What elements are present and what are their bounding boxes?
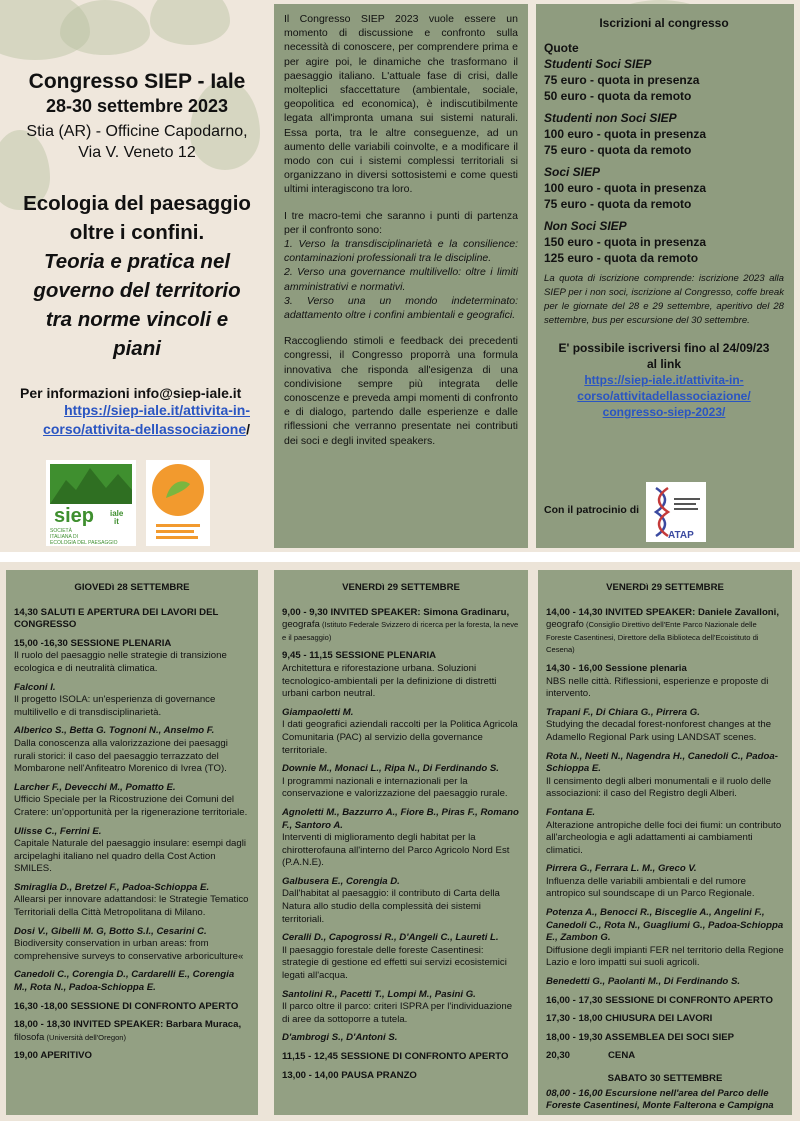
program-entry: [14, 682, 250, 720]
program-entry: [546, 1032, 784, 1045]
entry-text: Biodiversity conservation in urban areas: from comprehensive surveys to conservative arboriculture«: [14, 938, 244, 962]
price-line: 100 euro - quota in presenza: [544, 127, 707, 141]
siep-logo-sub-3: ECOLOGIA DEL PAESAGGIO: [50, 540, 118, 546]
entry-text: Alterazione antropiche delle foci dei fiumi: un contributo all'archeologia e agli adattamenti ai cambiamenti climatici.: [546, 819, 782, 856]
deadline-line-2: al link: [646, 357, 681, 371]
entry-heading: 14,30 SALUTI E APERTURA DEI LAVORI DEL CONGRESSO: [14, 606, 219, 631]
program-entry: [546, 807, 784, 857]
place-line-1: Stia (AR) - Officine Capodarno,: [26, 123, 248, 140]
saturday-title: SABATO 30 SETTEMBRE: [607, 1073, 723, 1084]
deadline-line-1: E' possibile iscriversi fino al 24/09/23: [558, 341, 770, 355]
program-entry: [14, 1001, 250, 1014]
registration-link-line-2[interactable]: corso/attivitadellassociazione/: [577, 389, 751, 403]
entry-authors: Ulisse C., Ferrini E.: [14, 825, 102, 837]
day-title: VENERDì 29 SETTEMBRE: [342, 582, 460, 593]
entry-text: NBS nelle città. Riflessioni, esperienze e proposte di intervento.: [546, 675, 769, 700]
page-divider: [0, 552, 800, 562]
entry-authors: Ceralli D., Capogrossi R., D'Angeli C., Laureti L.: [282, 932, 499, 944]
program-entry: [14, 1050, 250, 1063]
entry-authors: Rota N., Neeti N., Nagendra H., Canedoli C., Padoa-Schioppa E.: [546, 750, 778, 775]
price-line: 150 euro - quota in presenza: [544, 235, 707, 249]
program-entry: [14, 1019, 250, 1044]
program-entry: [14, 882, 250, 920]
entry-text: Interventi di miglioramento degli habitat per la chirotterofauna all'interno del Parco Agricolo Nord Est (P.A.N.E).: [282, 832, 510, 869]
theme-2: 2. Verso una governance multilivello: oltre i limiti amministrativi e normativi.: [284, 266, 518, 293]
program-entry: [282, 807, 520, 870]
dinner-time: 20,30: [546, 1050, 571, 1062]
excursion-text: 08,00 - 16,00 Escursione nell'area del Parco delle Foreste Casentinesi, Monte Falterona e Campigna: [546, 1087, 774, 1112]
subtitle-line-2: governo del territorio: [33, 279, 241, 302]
subtitle-line-4: piani: [113, 337, 161, 360]
price-line: 100 euro - quota in presenza: [544, 181, 707, 195]
program-entry: [14, 969, 250, 994]
program-entry: [282, 1032, 520, 1045]
entry-text: I programmi nazionali e internazionali per la conservazione e valorizzazione del paesaggio rurale.: [282, 775, 508, 800]
quote-label: Quote: [544, 41, 579, 55]
siep-logo-word: siep: [54, 505, 95, 527]
entry-text: Architettura e riforestazione urbana. Soluzioni tecnologico-ambientali per la definizione di distretti urbani carbon neutral.: [282, 662, 497, 700]
entry-affiliation: (Università dell'Oregon): [44, 1032, 127, 1042]
entry-heading: 9,00 - 9,30 INVITED SPEAKER: Simona Gradinaru,: [282, 606, 510, 618]
entry-text: Allearsi per innovare adattandosi: le Strategie Tematico Territoriali della Città Metropolitana di Milano.: [14, 894, 249, 919]
price-line: 75 euro - quota da remoto: [544, 143, 692, 157]
entry-text: Il paesaggio forestale delle foreste Casentinesi: strategie di gestione ed effetti sui servizi ecosistemici legati all'acqua.: [282, 944, 507, 982]
title-line-1: Ecologia del paesaggio: [23, 192, 251, 215]
entry-authors: Santolini R., Pacetti T., Lompi M., Pasini G.: [282, 988, 476, 1000]
conference-title: Congresso SIEP - Iale: [28, 70, 246, 93]
intro-paragraph-1: Il Congresso SIEP 2023 vuole essere un momento di discussione e confronto sulla necessità di conoscere, per comprendere prima e per agire poi, le dinamiche che trasformano il paesaggio italiano. L'attuale fase di crisi, dalle molteplici sfaccettature (ambientale, sociale, geopolitica ed economica), è indiscutibilmente legata all'impronta umana sui sistemi naturali. Essa porta, tra le altre conseguenze, ad un aumento delle variabili coinvolte, e a modificare il modo con cui i sistemi complessi territoriali si organizzano in diversi sottosistemi e come questi ultimi interagiscono tra loro.: [284, 13, 518, 196]
entry-heading: 16,00 - 17,30 SESSIONE DI CONFRONTO APERTO: [546, 994, 773, 1006]
program-entry: [282, 763, 520, 801]
theme-3: 3. Verso una un mondo indeterminato: adattamento oltre i confini ambientali e geografici.: [284, 294, 518, 322]
program-list: [282, 607, 520, 1083]
program-day-1: [6, 570, 258, 1115]
program-entry: [546, 751, 784, 801]
category-name: Soci SIEP: [544, 165, 601, 179]
entry-text: geografo: [546, 619, 584, 631]
program-entry: [14, 638, 250, 676]
entry-text: Il censimento degli alberi monumentali e il ruolo delle associazioni: il caso del Registro degli Alberi.: [546, 775, 772, 800]
siep-logo: [46, 460, 136, 546]
entry-authors: Smiraglia D., Bretzel F., Padoa-Schioppa E.: [14, 881, 210, 893]
main-title: [12, 189, 262, 363]
entry-authors: Agnoletti M., Bazzurro A., Fiore B., Piras F., Romano F., Santoro A.: [282, 806, 519, 831]
program-list: [14, 607, 250, 1063]
patronage-label: Con il patrocinio di: [544, 504, 640, 516]
entry-affiliation: (Consiglio Direttivo dell'Ente Parco Nazionale delle Foreste Casentinesi, Direttore della Biblioteca dell'Ecoistituto di Cesena): [546, 620, 759, 655]
entry-authors: Falconi I.: [14, 681, 56, 693]
entry-authors: Larcher F., Devecchi M., Pomatto E.: [14, 781, 176, 793]
program-entry: [546, 707, 784, 745]
entry-text: filosofa: [14, 1031, 45, 1043]
category-name: Studenti non Soci SIEP: [544, 111, 677, 125]
program-entry: [282, 607, 520, 645]
registration-deadline: [544, 340, 784, 372]
entry-authors: Trapani F., Di Chiara G., Pirrera G.: [546, 706, 700, 718]
place-line-2: Via V. Veneto 12: [78, 144, 196, 161]
siep-logo-sub-2: ITALIANA DI: [50, 534, 78, 540]
program-entry: [546, 976, 784, 989]
day-title: GIOVEDì 28 SETTEMBRE: [74, 582, 190, 593]
siep-logo-side-1: iale: [110, 509, 124, 518]
siep-logo-side-2: it: [114, 517, 119, 526]
registration-link-line-1[interactable]: https://siep-iale.it/attivita-in-: [584, 373, 744, 387]
program-entry: [546, 907, 784, 970]
dinner-row: [546, 1050, 784, 1063]
registration-link[interactable]: [544, 372, 784, 420]
program-entry: [14, 826, 250, 876]
entry-text: Diffusione degli impianti FER nel territorio della Regione Lazio e loro impatti sui suoli agricoli.: [546, 944, 784, 969]
entry-text: Il parco oltre il parco: criteri ISPRA per l'individuazione di aree da sottoporre a tutela.: [282, 1001, 513, 1025]
partner-logo: [146, 460, 210, 546]
entry-heading: 14,00 - 14,30 INVITED SPEAKER: Daniele Zavalloni,: [546, 606, 779, 618]
program-entry: [14, 607, 250, 632]
entry-text: Il progetto ISOLA: un'esperienza di governance multilivello e di transdisciplinarietà.: [14, 694, 216, 718]
conference-header: [12, 60, 262, 439]
program-day-3: [538, 570, 792, 1115]
entry-heading: 9,45 - 11,15 SESSIONE PLENARIA: [282, 650, 437, 662]
entry-authors: Galbusera E., Corengia D.: [282, 875, 400, 887]
info-link-suffix: /: [246, 421, 250, 437]
entry-heading: 16,30 -18,00 SESSIONE DI CONFRONTO APERTO: [14, 1000, 239, 1012]
atap-logo: [646, 482, 706, 542]
program-entry: [282, 650, 520, 700]
program-entry: [546, 663, 784, 701]
siep-logo-sub-1: SOCIETÀ: [50, 528, 72, 534]
program-entry: [282, 989, 520, 1027]
program-entry: [14, 725, 250, 775]
price-line: 125 euro - quota da remoto: [544, 251, 699, 265]
program-list: [546, 607, 784, 1045]
category-name: Non Soci SIEP: [544, 219, 627, 233]
entry-text: Ufficio Speciale per la Ricostruzione dei Comuni del Cratere: un'opportunità per la rigenerazione territoriale.: [14, 794, 248, 818]
info-link-line-1[interactable]: https://siep-iale.it/attivita-in-: [64, 402, 250, 418]
intro-paragraph-3: Raccogliendo stimoli e feedback dei precedenti congressi, il Congresso proporrà una formula innovativa che risponda all'esigenza di una condivisione sempre più integrata delle conoscenze e preveda ampi momenti di confronto e di dialogo, partendo dalle esperienze e dalle riflessioni che verranno presentate nei contributi dei soci e degli invited speakers.: [284, 335, 518, 447]
dinner-label: CENA: [608, 1050, 636, 1062]
price-line: 50 euro - quota da remoto: [544, 89, 692, 103]
leaf-decoration: [60, 0, 150, 55]
program-entry: [282, 876, 520, 926]
day-title: VENERDì 29 SETTEMBRE: [606, 582, 724, 593]
intro-paragraph-2: I tre macro-temi che saranno i punti di partenza per il confronto sono:: [284, 209, 518, 236]
program-entry: [546, 1013, 784, 1026]
program-day-2: [274, 570, 528, 1115]
program-entry: [282, 1070, 520, 1083]
entry-authors: Pirrera G., Ferrara L. M., Greco V.: [546, 863, 697, 875]
entry-authors: Giampaoletti M.: [282, 706, 354, 718]
info-link[interactable]: [12, 401, 262, 439]
atap-logo-text: ATAP: [668, 530, 694, 541]
program-entry: [282, 932, 520, 982]
entry-text: Capitale Naturale del paesaggio insulare: esempi dagli arcipelaghi italiano nel quadro della Cost Action SMILES.: [14, 838, 246, 875]
entry-heading: 18,00 - 19,30 ASSEMBLEA DEI SOCI SIEP: [546, 1031, 735, 1043]
info-email: Per informazioni info@siep-iale.it: [20, 385, 242, 401]
entry-authors: Fontana E.: [546, 806, 596, 818]
entry-text: geografa: [282, 619, 320, 631]
price-line: 75 euro - quota da remoto: [544, 197, 692, 211]
entry-text: I dati geografici aziendali raccolti per la Politica Agricola Comunitaria (PAC) al servizio della governance territoriale.: [282, 719, 518, 756]
entry-text: Studying the decadal forest-nonforest changes at the Adamello Regional Park using LANDSAT scenes.: [546, 719, 772, 743]
entry-text: Influenza delle variabili ambientali e del rumore antropico sul soundscape di un Parco Regionale.: [546, 875, 755, 900]
intro-panel: [274, 4, 528, 548]
price-line: 75 euro - quota in presenza: [544, 73, 700, 87]
registration-link-line-3[interactable]: congresso-siep-2023/: [602, 405, 726, 419]
entry-authors: Potenza A., Benocci R., Bisceglie A., Angelini F., Canedoli C., Rota N., Guagliumi G., Padoa-Schioppa E., Zambon G.: [546, 907, 784, 944]
entry-affiliation: (Istituto Federale Svizzero di ricerca per la foresta, la neve e il paesaggio): [282, 620, 519, 642]
intro-themes: [284, 237, 518, 322]
leaf-decoration: [150, 0, 230, 45]
logos: [46, 458, 226, 548]
program-entry: [546, 607, 784, 657]
entry-heading: 18,00 - 18,30 INVITED SPEAKER: Barbara Muraca,: [14, 1019, 242, 1031]
entry-authors: D'ambrogi S., D'Antoni S.: [282, 1032, 398, 1044]
program-entry: [282, 707, 520, 757]
title-line-2: oltre i confini.: [69, 221, 205, 244]
entry-authors: Alberico S., Betta G. Tognoni N., Anselmo F.: [14, 725, 215, 737]
theme-1: 1. Verso la transdisciplinarietà e la consilience: contaminazioni professionali tra le discipline.: [284, 238, 518, 265]
program-entry: [282, 1051, 520, 1064]
entry-heading: 15,00 -16,30 SESSIONE PLENARIA: [14, 637, 172, 649]
entry-authors: Downie M., Monaci L., Ripa N., Di Ferdinando S.: [282, 763, 499, 775]
registration-note: La quota di iscrizione comprende: iscrizione 2023 alla SIEP per i non soci, iscrizione al Congresso, coffe break per le giornate del 28 e 29 settembre, aperitivo del 28 settembre, bus per escursione del 30 settembre.: [544, 273, 784, 326]
entry-text: Dalla conoscenza alla valorizzazione dei paesaggi rurali storici: il caso del paesaggio terrazzato del Mombarone nell'Anfiteatro Morenico di Ivrea (TO).: [14, 737, 228, 775]
entry-heading: 14,30 - 16,00 Sessione plenaria: [546, 662, 687, 674]
registration-panel: [536, 4, 794, 548]
info-link-line-2[interactable]: corso/attivita-dellassociazione: [43, 421, 247, 437]
subtitle-line-3: tra norme vincoli e: [45, 308, 229, 331]
registration-title: Iscrizioni al congresso: [599, 16, 729, 30]
conference-place: [12, 121, 262, 163]
entry-heading: 17,30 - 18,00 CHIUSURA DEI LAVORI: [546, 1013, 713, 1025]
entry-authors: Dosi V., Gibelli M. G, Botto S.I., Cesarini C.: [14, 925, 207, 937]
entry-authors: Benedetti G., Paolanti M., Di Ferdinando S.: [546, 976, 741, 988]
program-entry: [14, 782, 250, 820]
entry-heading: 11,15 - 12,45 SESSIONE DI CONFRONTO APERTO: [282, 1051, 509, 1062]
entry-heading: 13,00 - 14,00 PAUSA PRANZO: [282, 1069, 417, 1081]
category-name: Studenti Soci SIEP: [544, 57, 652, 71]
subtitle-line-1: Teoria e pratica nel: [43, 250, 231, 273]
program-entry: [546, 863, 784, 901]
entry-text: Il ruolo del paesaggio nelle strategie di transizione ecologica e di neutralità climatica.: [14, 650, 227, 674]
conference-dates: 28-30 settembre 2023: [45, 96, 229, 116]
entry-authors: Canedoli C., Corengia D., Cardarelli E., Corengia M., Rota N., Padoa-Schioppa E.: [14, 969, 235, 994]
entry-text: Dall'habitat al paesaggio: il contributo di Carta della Natura allo studio della complessità dei sistemi territoriali.: [282, 888, 500, 925]
program-entry: [14, 926, 250, 964]
program-entry: [546, 995, 784, 1008]
entry-heading: 19,00 APERITIVO: [14, 1050, 93, 1062]
saturday-excursion: [546, 1088, 784, 1113]
